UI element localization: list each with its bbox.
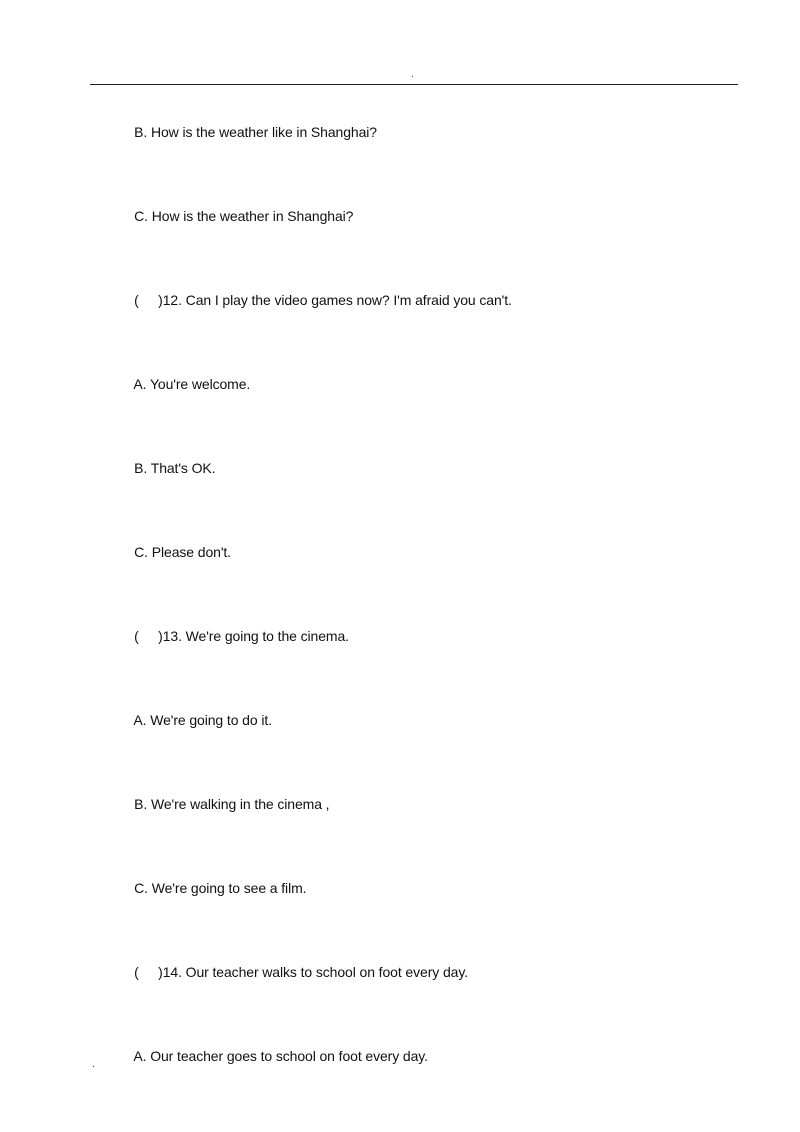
answer-paren: (: [134, 292, 139, 308]
option-c-12: [119, 525, 231, 579]
header-mark: .: [411, 69, 414, 80]
answer-paren: (: [134, 628, 139, 644]
answer-paren: (: [134, 964, 139, 980]
option-c-11: [119, 189, 353, 243]
option-a-14: [119, 1029, 428, 1083]
option-a-12: [119, 357, 250, 411]
question-text: )14. Our teacher walks to school on foot every day.: [158, 964, 468, 980]
line-text: B. That's OK.: [134, 460, 216, 476]
option-a-13: [119, 693, 272, 747]
question-14: [119, 945, 468, 999]
option-b-11: [119, 105, 377, 159]
line-text: A. You're welcome.: [133, 376, 251, 392]
line-text: A. Our teacher goes to school on foot every day.: [133, 1048, 428, 1064]
question-text: )13. We're going to the cinema.: [158, 628, 349, 644]
line-text: C. How is the weather in Shanghai?: [134, 208, 354, 224]
line-text: C. We're going to see a film.: [134, 880, 307, 896]
footer-mark: .: [92, 1059, 95, 1070]
line-text: B. How is the weather like in Shanghai?: [134, 124, 377, 140]
line-text: A. We're going to do it.: [133, 712, 272, 728]
line-text: C. Please don't.: [134, 544, 231, 560]
option-c-13: [119, 861, 306, 915]
header-rule: [90, 84, 738, 85]
question-13: [119, 609, 349, 663]
option-b-12: [119, 441, 215, 495]
question-text: )12. Can I play the video games now? I'm afraid you can't.: [158, 292, 512, 308]
line-text: B. We're walking in the cinema ,: [134, 796, 330, 812]
question-12: [119, 273, 512, 327]
option-b-13: [119, 777, 329, 831]
